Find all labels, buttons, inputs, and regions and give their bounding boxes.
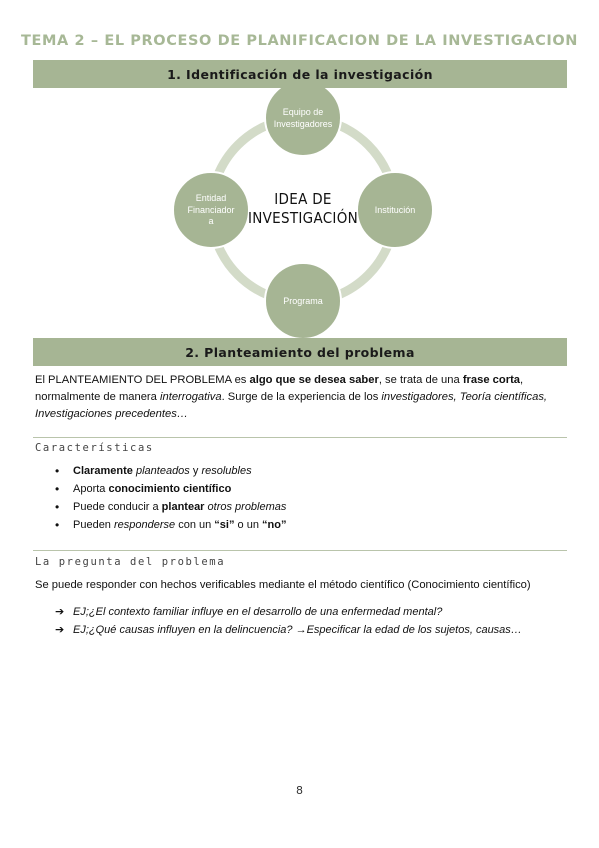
divider: [33, 550, 567, 551]
document-title: TEMA 2 – EL PROCESO DE PLANIFICACION DE LA INVESTIGACION: [20, 33, 579, 49]
problem-intro-paragraph: El PLANTEAMIENTO DEL PROBLEMA es algo que se desea saber, se trata de una frase corta, normalmente de manera interrogativa. Surge de la experiencia de los investigadores, Teoría científicas, Investigaciones precedentes…: [35, 374, 548, 420]
research-identification-diagram: [33, 88, 567, 338]
example-item: ➔ EJ;¿El contexto familiar influye en el desarrollo de una enfermedad mental?: [55, 603, 522, 621]
list-item: • Claramente planteados y resolubles: [55, 462, 286, 480]
pregunta-text: Se puede responder con hechos verificables mediante el método científico (Conocimiento científico): [35, 579, 531, 591]
example-item: ➔ EJ;¿Qué causas influyen en la delincuencia? →Especificar la edad de los sujetos, causas…: [55, 621, 522, 639]
page-number: 8: [296, 784, 303, 797]
caracteristicas-heading: Características: [35, 442, 154, 454]
examples-list: [55, 603, 522, 639]
node-bottom-label: Programa: [283, 296, 323, 306]
node-right-label: Institución: [374, 205, 416, 215]
list-item: • Puede conducir a plantear otros problemas: [55, 498, 286, 516]
list-item: • Pueden responderse con un “si” o un “no”: [55, 516, 286, 534]
section-1-heading: 1. Identificación de la investigación: [167, 66, 433, 82]
section-2-heading: 2. Planteamiento del problema: [185, 344, 415, 360]
list-item: • Aporta conocimiento científico: [55, 480, 286, 498]
section-1-header: [33, 60, 567, 88]
pregunta-heading: La pregunta del problema: [35, 556, 226, 568]
divider: [33, 437, 567, 438]
node-top-label: Equipo de Investigadores: [273, 107, 333, 129]
diagram-center-label: IDEA DE INVESTIGACIÓN: [247, 190, 359, 227]
node-left-label: Entidad Financiador a: [187, 193, 235, 226]
caracteristicas-list: [55, 462, 286, 534]
section-2-header: [33, 338, 567, 366]
